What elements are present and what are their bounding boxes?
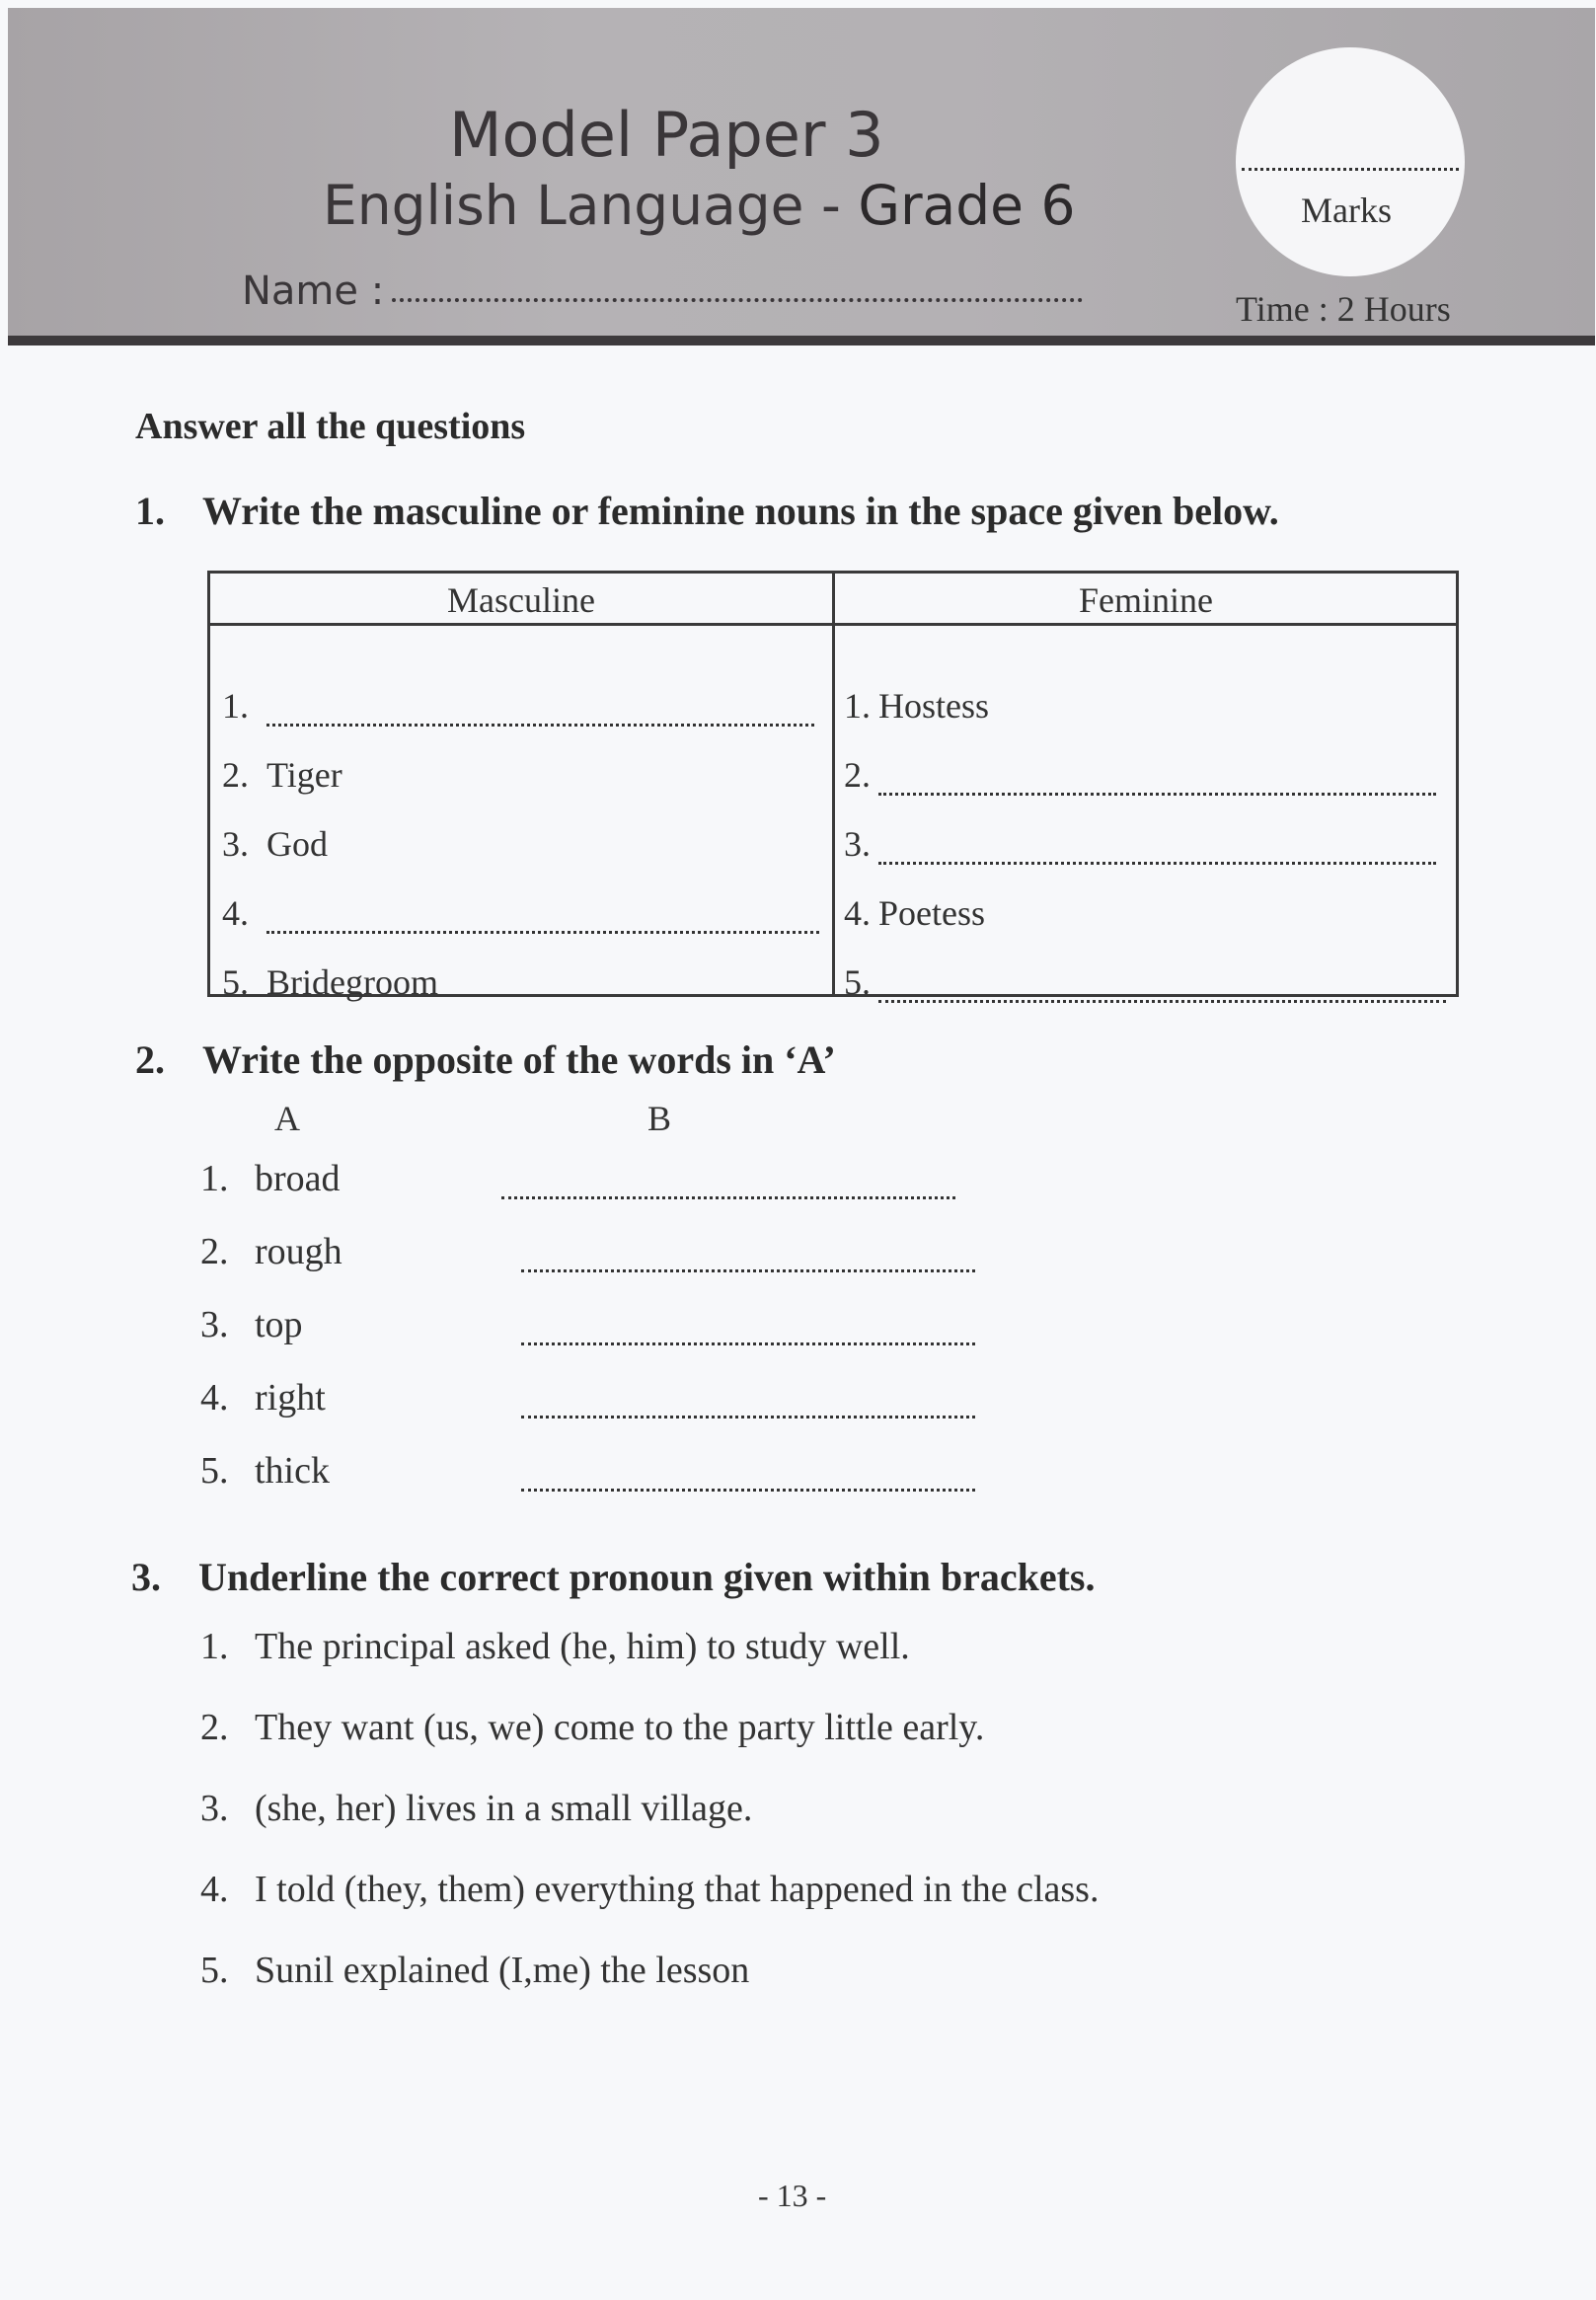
question-3-title xyxy=(131,1554,1096,1600)
answer-blank[interactable] xyxy=(521,1337,975,1345)
gender-table xyxy=(207,571,1459,1002)
noun-text: Poetess xyxy=(878,893,985,933)
subject-label: English Language - xyxy=(323,174,859,237)
row-number: 2. xyxy=(844,755,871,795)
instructions: Answer all the questions xyxy=(135,406,526,447)
noun-text: Bridegroom xyxy=(266,962,438,1002)
question-text: Write the opposite of the words in ‘A’ xyxy=(202,1037,836,1082)
answer-blank[interactable] xyxy=(501,1190,955,1199)
feminine-column xyxy=(844,657,1446,1003)
sentence-text: The principal asked (he, him) to study well. xyxy=(255,1626,910,1667)
word-text: broad xyxy=(255,1158,341,1199)
item-number: 5. xyxy=(200,1950,229,1991)
pronoun-list xyxy=(200,1625,1099,2030)
feminine-row[interactable] xyxy=(844,796,1446,865)
row-number: 3. xyxy=(844,824,871,864)
name-field[interactable] xyxy=(242,268,1083,314)
row-number: 5. xyxy=(844,962,871,1002)
column-a-label: A xyxy=(274,1099,300,1138)
sentence-text: I told (they, them) everything that happened in the class. xyxy=(255,1869,1100,1910)
column-b-label: B xyxy=(647,1099,672,1138)
list-item xyxy=(200,1868,1099,1949)
masculine-row xyxy=(222,934,819,1003)
answer-blank[interactable] xyxy=(878,787,1436,796)
row-number: 1. xyxy=(844,686,871,726)
header-divider xyxy=(8,336,1595,345)
marks-blank[interactable] xyxy=(1242,168,1459,171)
question-text: Write the masculine or feminine nouns in the space given below. xyxy=(202,489,1279,533)
feminine-row[interactable] xyxy=(844,727,1446,796)
sentence-text: They want (us, we) come to the party little early. xyxy=(255,1707,985,1748)
feminine-header: Feminine xyxy=(1079,580,1213,620)
answer-blank[interactable] xyxy=(521,1483,975,1492)
grade-label: Grade 6 xyxy=(858,174,1076,237)
item-number: 5. xyxy=(200,1450,229,1492)
question-number: 1. xyxy=(135,489,165,533)
marks-label: Marks xyxy=(1301,191,1392,230)
answer-blank[interactable] xyxy=(266,925,819,934)
item-number: 2. xyxy=(200,1231,229,1272)
masculine-column xyxy=(222,657,819,1003)
sentence-text: (she, her) lives in a small village. xyxy=(255,1788,753,1829)
opposites-list xyxy=(200,1157,342,1522)
list-item xyxy=(200,1230,342,1303)
feminine-row[interactable] xyxy=(844,934,1446,1003)
masculine-row[interactable] xyxy=(222,865,819,934)
list-item xyxy=(200,1449,342,1522)
list-item xyxy=(200,1303,342,1376)
noun-text: God xyxy=(266,824,328,864)
answer-blank[interactable] xyxy=(878,994,1446,1003)
question-1-title xyxy=(135,488,1279,534)
question-2-title xyxy=(135,1036,836,1083)
item-number: 1. xyxy=(200,1158,229,1199)
item-number: 1. xyxy=(200,1626,229,1667)
name-label: Name : xyxy=(242,268,385,314)
answer-blank[interactable] xyxy=(521,1264,975,1272)
list-item xyxy=(200,1949,1099,2030)
item-number: 4. xyxy=(200,1377,229,1418)
word-text: rough xyxy=(255,1231,342,1272)
question-number: 2. xyxy=(135,1037,165,1082)
feminine-row xyxy=(844,865,1446,934)
table-column-divider xyxy=(832,574,835,994)
time-label: Time : 2 Hours xyxy=(1236,289,1451,329)
word-text: top xyxy=(255,1304,303,1345)
row-number: 1. xyxy=(222,686,249,726)
row-number: 2. xyxy=(222,755,249,795)
list-item xyxy=(200,1787,1099,1868)
masculine-row xyxy=(222,796,819,865)
paper-title: Model Paper 3 xyxy=(449,99,884,171)
row-number: 4. xyxy=(222,893,249,933)
list-item xyxy=(200,1706,1099,1787)
masculine-row[interactable] xyxy=(222,657,819,727)
table-header-divider xyxy=(210,623,1456,626)
word-text: right xyxy=(255,1377,326,1418)
row-number: 3. xyxy=(222,824,249,864)
word-text: thick xyxy=(255,1450,330,1492)
feminine-row xyxy=(844,657,1446,727)
name-blank[interactable] xyxy=(392,288,1083,302)
page-number: - 13 - xyxy=(758,2178,827,2213)
answer-blank[interactable] xyxy=(521,1410,975,1418)
masculine-row xyxy=(222,727,819,796)
row-number: 4. xyxy=(844,893,871,933)
item-number: 2. xyxy=(200,1707,229,1748)
question-text: Underline the correct pronoun given within brackets. xyxy=(198,1555,1096,1599)
noun-text: Tiger xyxy=(266,755,342,795)
masculine-header: Masculine xyxy=(447,580,595,620)
answer-blank[interactable] xyxy=(266,718,814,727)
item-number: 3. xyxy=(200,1304,229,1345)
item-number: 3. xyxy=(200,1788,229,1829)
sentence-text: Sunil explained (I,me) the lesson xyxy=(255,1950,750,1991)
item-number: 4. xyxy=(200,1869,229,1910)
paper-subtitle xyxy=(323,174,1076,237)
list-item xyxy=(200,1157,342,1230)
question-number: 3. xyxy=(131,1555,161,1599)
list-item xyxy=(200,1625,1099,1706)
noun-text: Hostess xyxy=(878,686,990,726)
row-number: 5. xyxy=(222,962,249,1002)
list-item xyxy=(200,1376,342,1449)
marks-circle xyxy=(1236,47,1465,276)
answer-blank[interactable] xyxy=(878,856,1436,865)
